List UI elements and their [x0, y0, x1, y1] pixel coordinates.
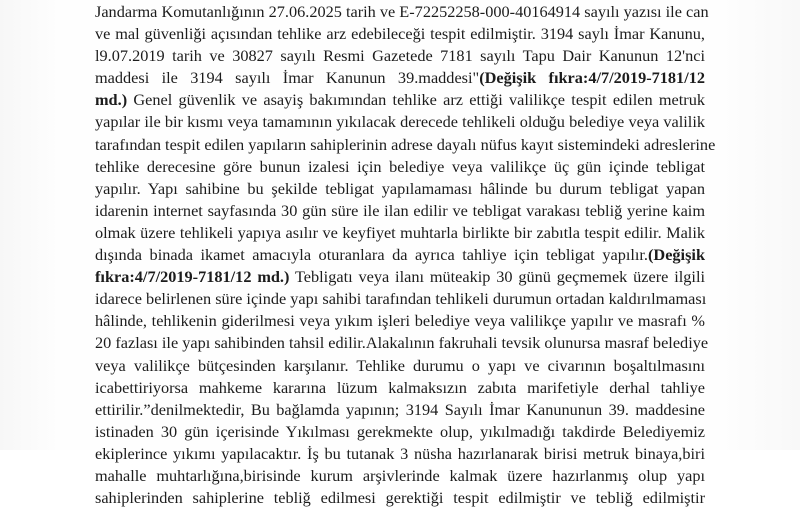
text-segment: Jandarma Komutanlığının 27.06.2025 tarih ve E-72252258-000-40164914 sayılı yazısı ile can — [95, 2, 709, 21]
document-line — [95, 288, 705, 310]
document-line — [95, 443, 705, 465]
document-line — [95, 200, 705, 222]
document-line — [95, 355, 705, 377]
document-line — [95, 266, 705, 288]
text-segment: 20 fazlası ile yapı sahibinden tahsil edilir.Alakalının fakruhali tevsik olunursa masraf belediye — [95, 333, 709, 353]
bold-text-segment: fıkra:4/7/2019-7181/12 md.) — [95, 267, 290, 287]
document-line — [95, 111, 705, 133]
text-segment: Tebligatı veya ilanı müteakip 30 günü geçmemek üzere ilgili — [289, 267, 706, 287]
text-segment: istinaden 30 gün içerisinde Yıkılması gerekmekte olup, yıkılmadığı takdirde Belediyemiz — [95, 421, 705, 441]
text-segment: Genel güvenlik ve asayiş bakımından tehlike arz ettiği valilikçe tespit edilen metruk — [127, 90, 705, 110]
bold-text-segment: md.) — [95, 90, 128, 110]
document-line — [95, 1, 709, 23]
document-line — [95, 67, 705, 89]
document-line — [95, 134, 716, 156]
text-segment: tarafından tespit edilen yapıların sahiplerinin adrese dayalı nüfus kayıt sistemindeki adreslerine — [95, 134, 716, 154]
text-segment: veya valilikçe bütçesinden karşılanır. Tehlike durumu o yapı ve civarının boşaltılmasını — [95, 355, 705, 375]
text-segment: dışında binada ikamet amacıyla oturanlara da ayrıca tahliye için tebligat yapılır. — [95, 245, 649, 265]
text-segment: yapılar ile bir kısmı veya tamamının yıkılacak derecede tehlikeli olduğu belediye veya valilik — [95, 112, 705, 132]
text-segment: yapılır. Yapı sahibine bu şekilde tebligat yapılamaması hâlinde bu durum tebligat yapan — [95, 178, 705, 198]
text-segment: idarece belirlenen süre içinde yapı sahibi tarafından tehlikeli durumun ortadan kaldırılmaması — [95, 289, 707, 309]
text-segment: hâlinde, tehlikenin giderilmesi veya yıkım işleri belediye veya valilikçe yapılır ve masrafı % — [95, 311, 705, 331]
document-line — [95, 178, 705, 200]
document-line — [95, 399, 705, 421]
text-segment: ettirilir.”denilmektedir, Bu bağlamda yapının; 3194 Sayılı İmar Kanununun 39. maddesine — [95, 399, 705, 419]
bold-text-segment: (Değişik — [648, 245, 705, 265]
text-segment: ekiplerince yıkımı yapılacaktır. İş bu tutanak 3 nüsha hazırlanarak birisi metruk binaya,biri — [95, 443, 705, 463]
bold-text-segment: (Değişik fıkra:4/7/2019-7181/12 — [479, 68, 705, 88]
document-body — [95, 1, 716, 508]
document-line — [95, 244, 705, 266]
document-line — [95, 310, 705, 332]
document-line — [95, 45, 705, 67]
document-line — [95, 156, 705, 178]
text-segment: mahalle muhtarlığına,birisinde kurum arşivlerinde kalmak üzere hazırlanmış olup yapı — [95, 465, 705, 485]
text-segment: sahiplerinden sahiplerine tebliğ edilmesi gerektiği tespit edilmiştir ve tebliğ edilmiştir — [95, 488, 705, 508]
document-line — [95, 222, 705, 244]
text-segment: idarenin internet sayfasında 30 gün süre ile ilan edilir ve tebligat varakası tebliğ yerine kaim — [95, 200, 705, 220]
text-segment: icabettiriyorsa mahkeme kararına lüzum kalmaksızın zabıta marifetiyle derhal tahliye — [95, 377, 705, 397]
text-segment: ve mal güvenliği açısından tehlike arz edebileceği tespit edilmiştir. 3194 saylı İmar Kanunu, — [95, 24, 705, 44]
document-line — [95, 23, 705, 45]
text-segment: tehlike derecesine göre bunun izalesi için belediye veya valilikçe üç gün içinde tebligat — [95, 156, 705, 176]
document-line — [95, 89, 705, 111]
document-line — [95, 332, 709, 354]
text-segment: olmak üzere tehlikeli yapıya asılır ve keyfiyet muhtarla birlikte bir zabıtla tespit edilir. Malik — [95, 222, 705, 242]
document-line — [95, 465, 705, 487]
text-segment: l9.07.2019 tarih ve 30827 sayılı Resmi Gazetede 7181 sayılı Tapu Dair Kanunun 12'nci — [95, 46, 705, 66]
document-line-cutoff — [95, 487, 705, 508]
document-line — [95, 377, 705, 399]
text-segment: maddesi ile 3194 sayılı İmar Kanunun 39.maddesi" — [95, 68, 480, 88]
document-line — [95, 421, 705, 443]
